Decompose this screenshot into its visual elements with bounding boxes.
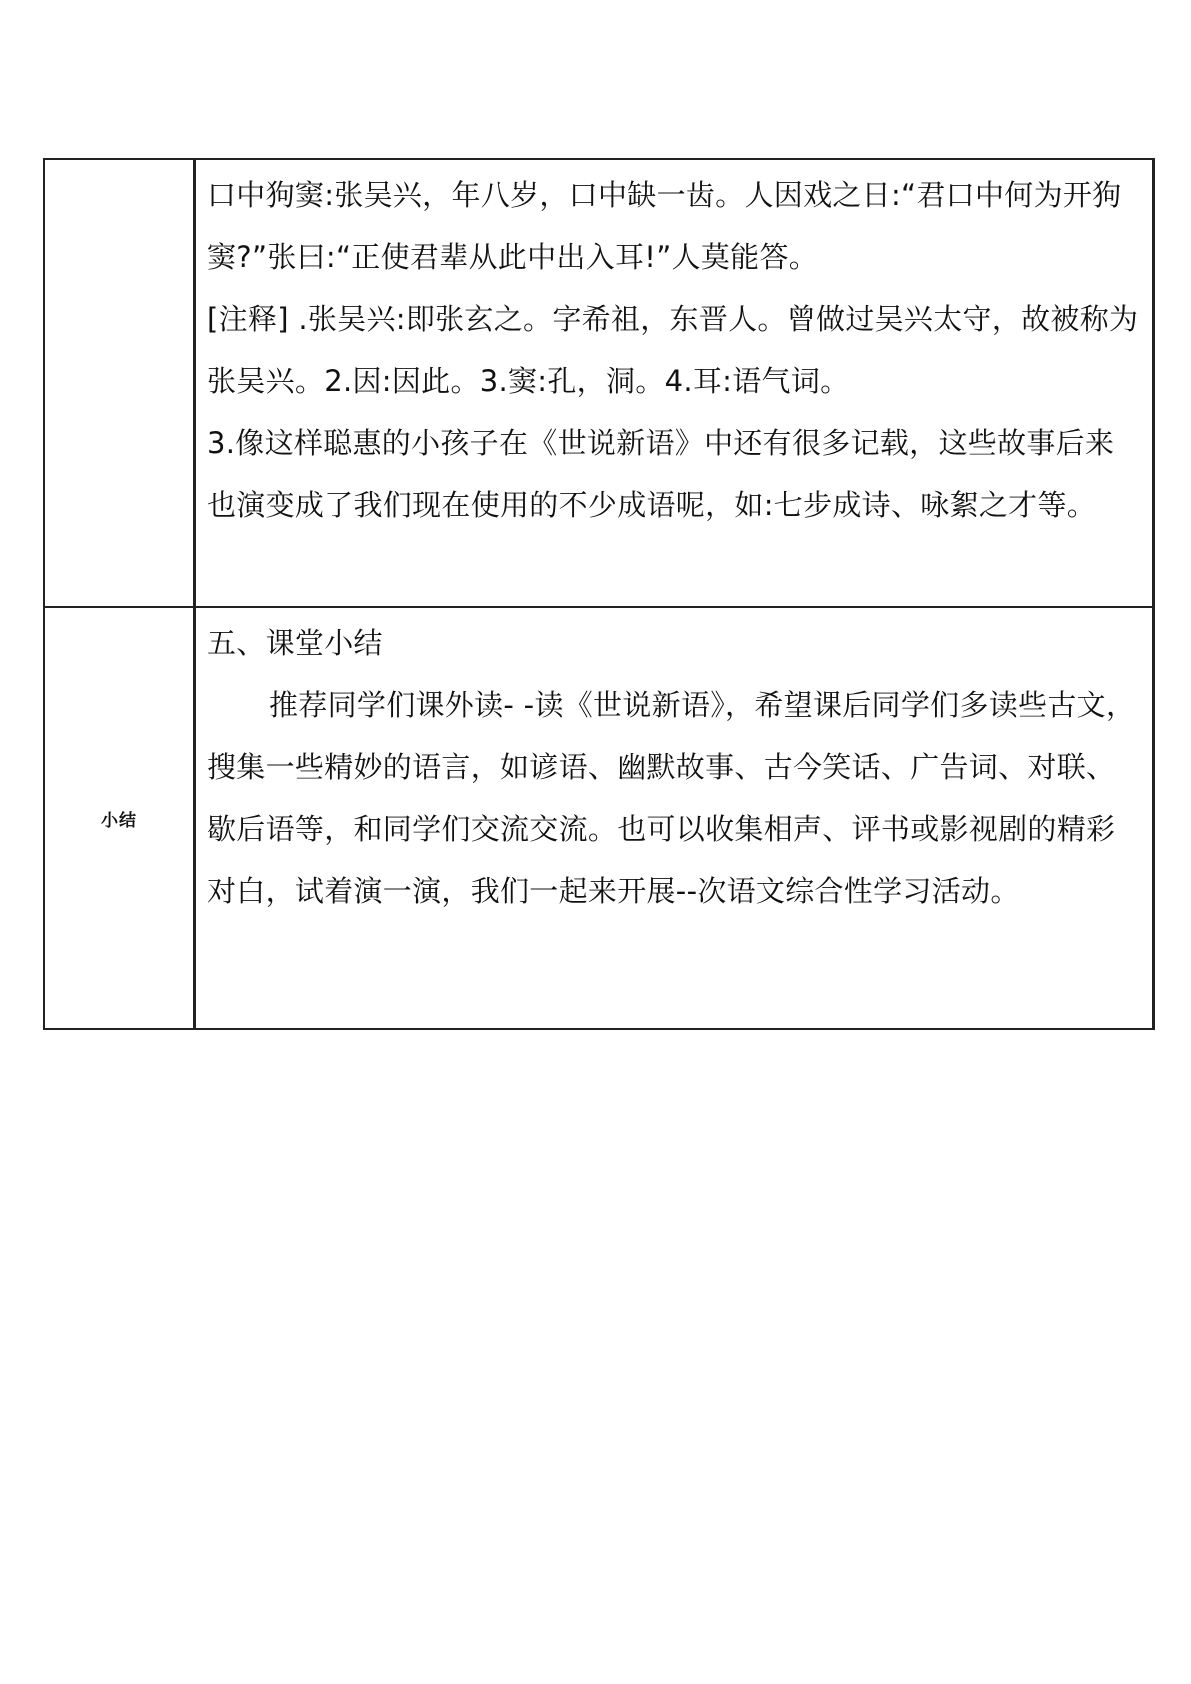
table-row: [44, 607, 1154, 1029]
annotation-paragraph: [注释] .张吴兴:即张玄之。字希祖，东晋人。曾做过吴兴太守，故被称为张吴兴。2.因:因此。3.窦:孔，洞。4.耳:语气词。: [207, 302, 1139, 398]
story-paragraph: 口中狗窦:张吴兴，年八岁，口中缺一齿。人因戏之日:“君口中何为开狗窦?”张曰:“正使君辈从此中出入耳!”人莫能答。: [207, 178, 1122, 274]
row-label-cell: [44, 159, 195, 607]
lesson-plan-table: [43, 158, 1155, 1030]
extension-paragraph: 3.像这样聪惠的小孩子在《世说新语》中还有很多记载，这些故事后来也演变成了我们现在使用的不少成语呢，如:七步成诗、咏絮之才等。: [207, 426, 1115, 522]
section-heading: 五、课堂小结: [207, 626, 383, 660]
row-label-summary: 小结: [101, 810, 137, 831]
summary-paragraph: 推荐同学们课外读- -读《世说新语》，希望课后同学们多读些古文，搜集一些精妙的语言，如谚语、幽默故事、古今笑话、广告词、对联、歇后语等，和同学们交流交流。也可以收集相声、评书或影视剧的精彩对白，试着演一演，我们一起来开展--次语文综合性学习活动。: [207, 688, 1136, 908]
table-row: [44, 159, 1154, 607]
row-content-cell: [195, 159, 1154, 607]
row-label-cell: [44, 607, 195, 1029]
row-content-cell: [195, 607, 1154, 1029]
